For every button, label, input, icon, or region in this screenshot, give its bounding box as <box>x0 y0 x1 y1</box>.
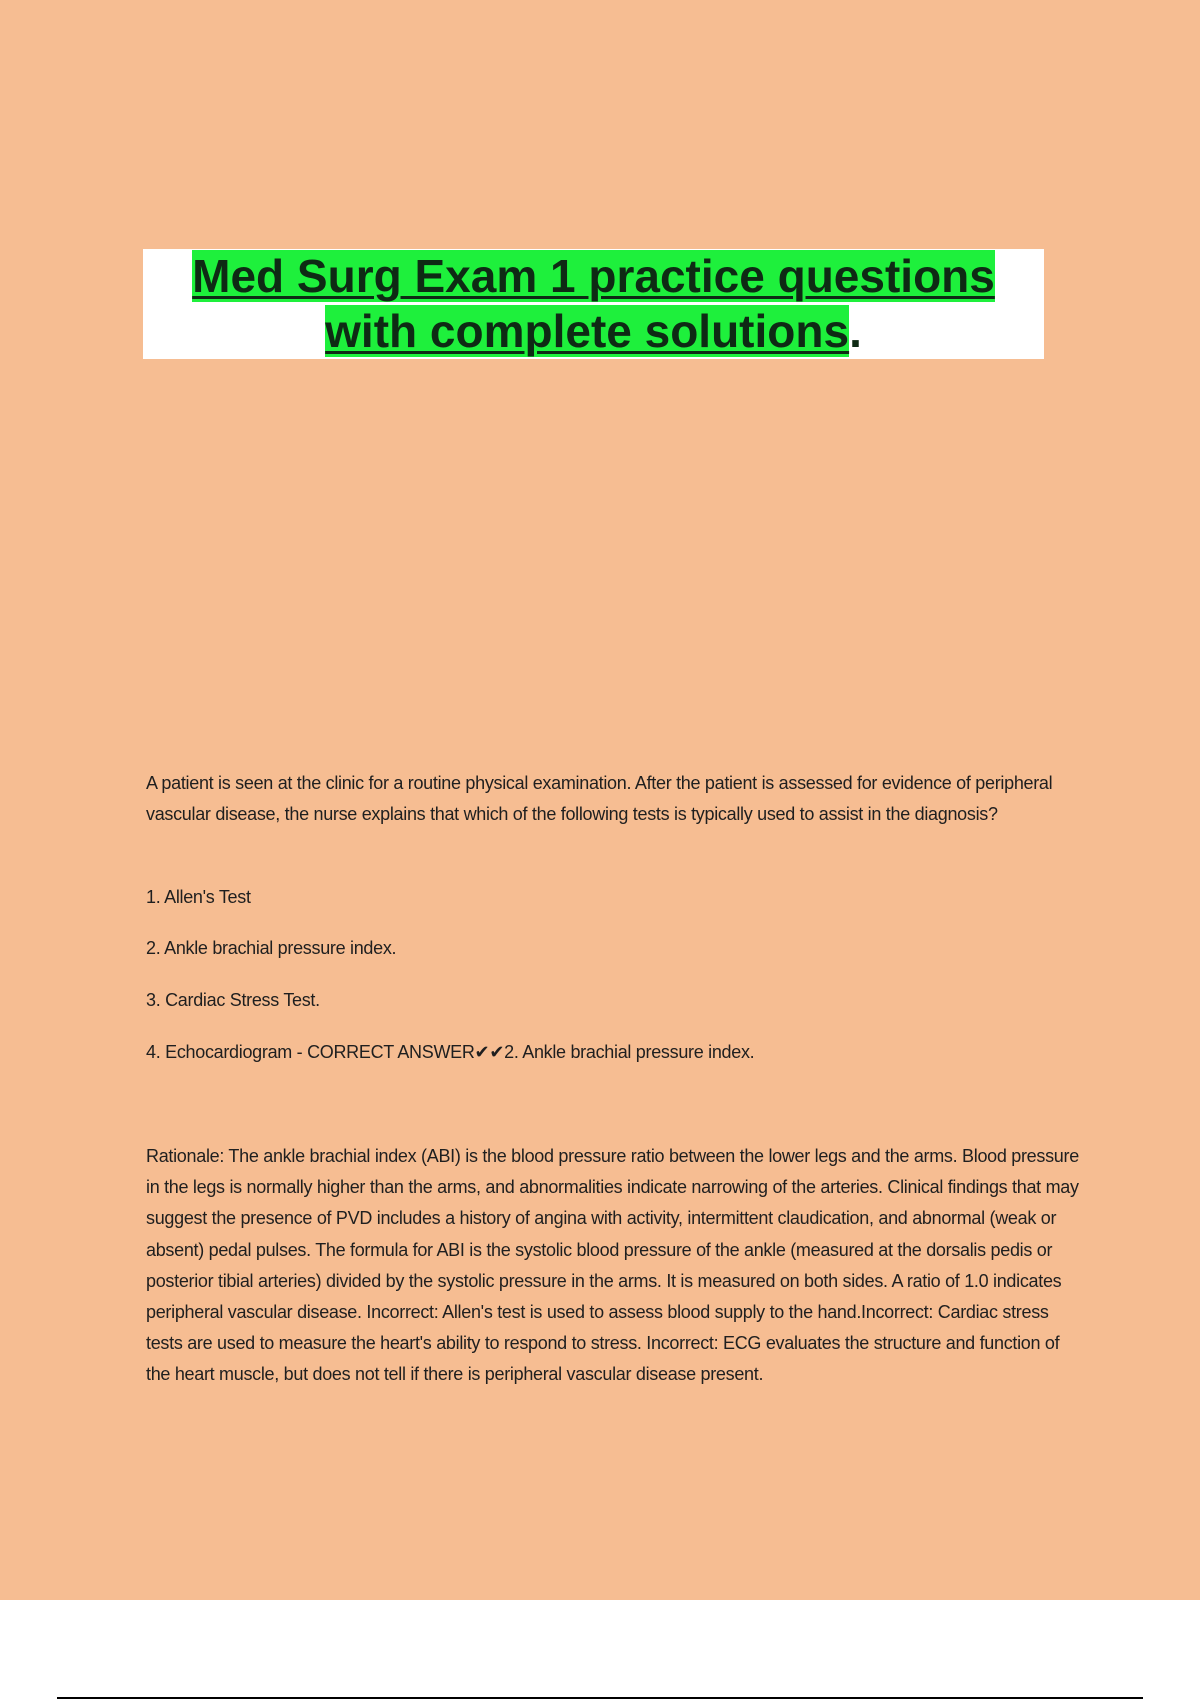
option-1: 1. Allen's Test <box>146 887 251 907</box>
question-text: A patient is seen at the clinic for a routine physical examination. After the patient is assessed for evidence of peripheral vascular disease, the nurse explains that which of the following tests is typically used to assist in the diagnosis? <box>146 773 1053 824</box>
title-highlight-2: with complete solutions <box>325 305 850 357</box>
footer-divider <box>57 1697 1143 1699</box>
title-line-2 <box>143 304 1044 359</box>
rationale-text: Rationale: The ankle brachial index (ABI) is the blood pressure ratio between the lower legs and the arms. Blood pressure in the legs is normally higher than the arms, and abnormalities indicate narrowing of the arteries. Clinical findings that may suggest the presence of PVD includes a history of angina with activity, intermittent claudication, and abnormal (weak or absent) pedal pulses. The formula for ABI is the systolic blood pressure of the ankle (measured at the dorsalis pedis or posterior tibial arteries) divided by the systolic pressure in the arms. It is measured on both sides. A ratio of 1.0 indicates peripheral vascular disease. Incorrect: Allen's test is used to assess blood supply to the hand.Incorrect: Cardiac stress tests are used to measure the heart's ability to respond to stress. Incorrect: ECG evaluates the structure and function of the heart muscle, but does not tell if there is peripheral vascular disease present. <box>146 1146 1079 1385</box>
title-period: . <box>849 305 862 357</box>
option-3: 3. Cardiac Stress Test. <box>146 990 320 1010</box>
option-2: 2. Ankle brachial pressure index. <box>146 938 397 958</box>
option-4-correct-answer: 4. Echocardiogram - CORRECT ANSWER✔✔2. Ankle brachial pressure index. <box>146 1042 755 1062</box>
title-line-1 <box>143 249 1044 304</box>
title-box <box>143 249 1044 359</box>
title-highlight-1: Med Surg Exam 1 practice questions <box>192 250 995 302</box>
